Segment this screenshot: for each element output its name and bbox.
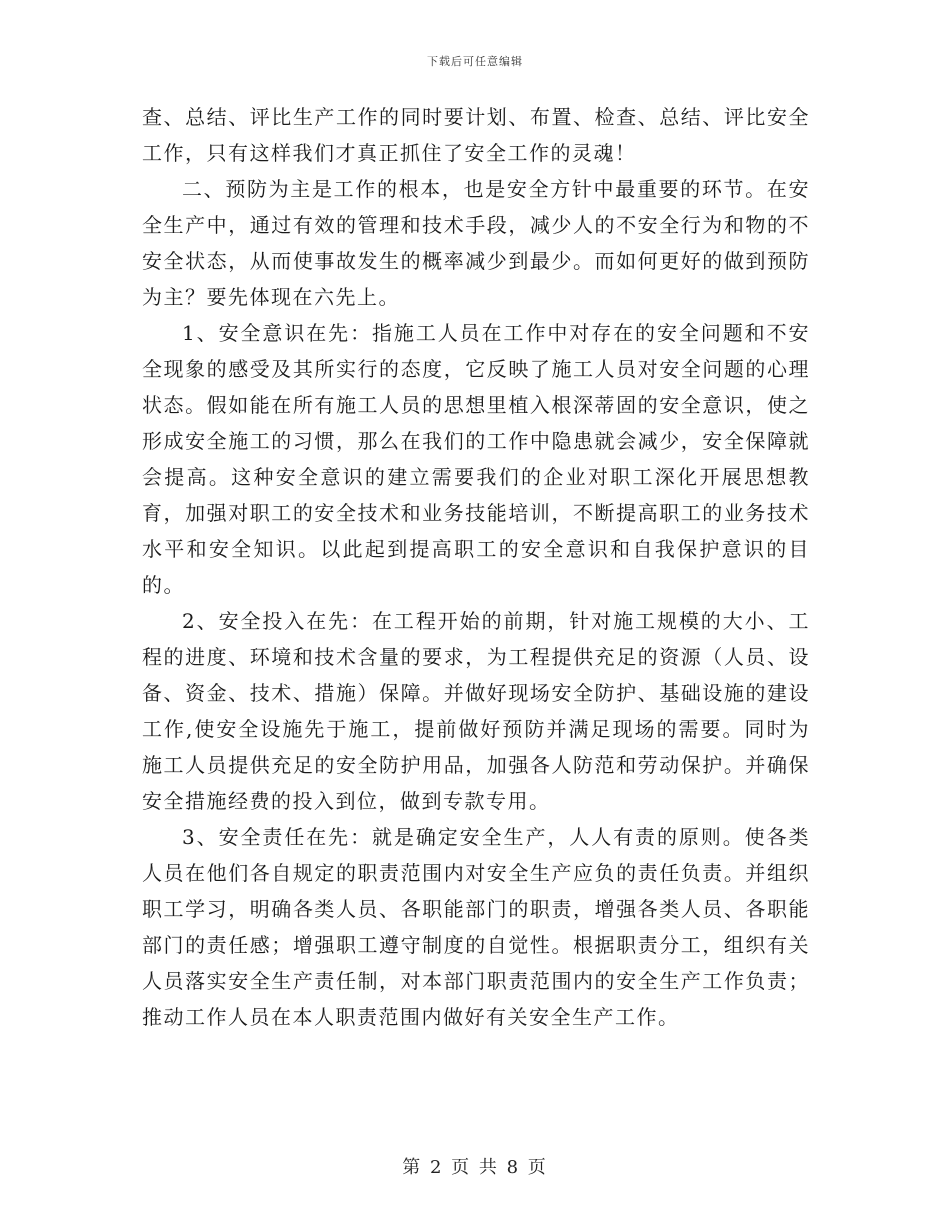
page-number: 第 2 页 共 8 页	[402, 1157, 548, 1178]
paragraph-prevention-principle: 二、预防为主是工作的根本，也是安全方针中最重要的环节。在安全生产中，通过有效的管理和技术手段，减少人的不安全行为和物的不安全状态，从而使事故发生的概率减少到最少。而如何更好的做到预防为主？要先体现在六先上。	[142, 177, 810, 309]
page-header: 下载后可任意编辑	[427, 55, 523, 68]
paragraph-continuation: 查、总结、评比生产工作的同时要计划、布置、检查、总结、评比安全工作，只有这样我们才真正抓住了安全工作的灵魂！	[142, 105, 810, 165]
document-body	[142, 99, 810, 1035]
paragraph-safety-responsibility: 3、安全责任在先：就是确定安全生产，人人有责的原则。使各类人员在他们各自规定的职责范围内对安全生产应负的责任负责。并组织职工学习，明确各类人员、各职能部门的职责，增强各类人员、各职能部门的责任感；增强职工遵守制度的自觉性。根据职责分工，组织有关人员落实安全生产责任制，对本部门职责范围内的安全生产工作负责；推动工作人员在本人职责范围内做好有关安全生产工作。	[142, 825, 810, 1029]
paragraph-safety-awareness: 1、安全意识在先：指施工人员在工作中对存在的安全问题和不安全现象的感受及其所实行的态度，它反映了施工人员对安全问题的心理状态。假如能在所有施工人员的思想里植入根深蒂固的安全意识，使之形成安全施工的习惯，那么在我们的工作中隐患就会减少，安全保障就会提高。这种安全意识的建立需要我们的企业对职工深化开展思想教育，加强对职工的安全技术和业务技能培训，不断提高职工的业务技术水平和安全知识。以此起到提高职工的安全意识和自我保护意识的目的。	[142, 321, 810, 597]
paragraph-safety-investment: 2、安全投入在先：在工程开始的前期，针对施工规模的大小、工程的进度、环境和技术含量的要求，为工程提供充足的资源（人员、设备、资金、技术、措施）保障。并做好现场安全防护、基础设施的建设工作,使安全设施先于施工，提前做好预防并满足现场的需要。同时为施工人员提供充足的安全防护用品，加强各人防范和劳动保护。并确保安全措施经费的投入到位，做到专款专用。	[142, 609, 810, 813]
